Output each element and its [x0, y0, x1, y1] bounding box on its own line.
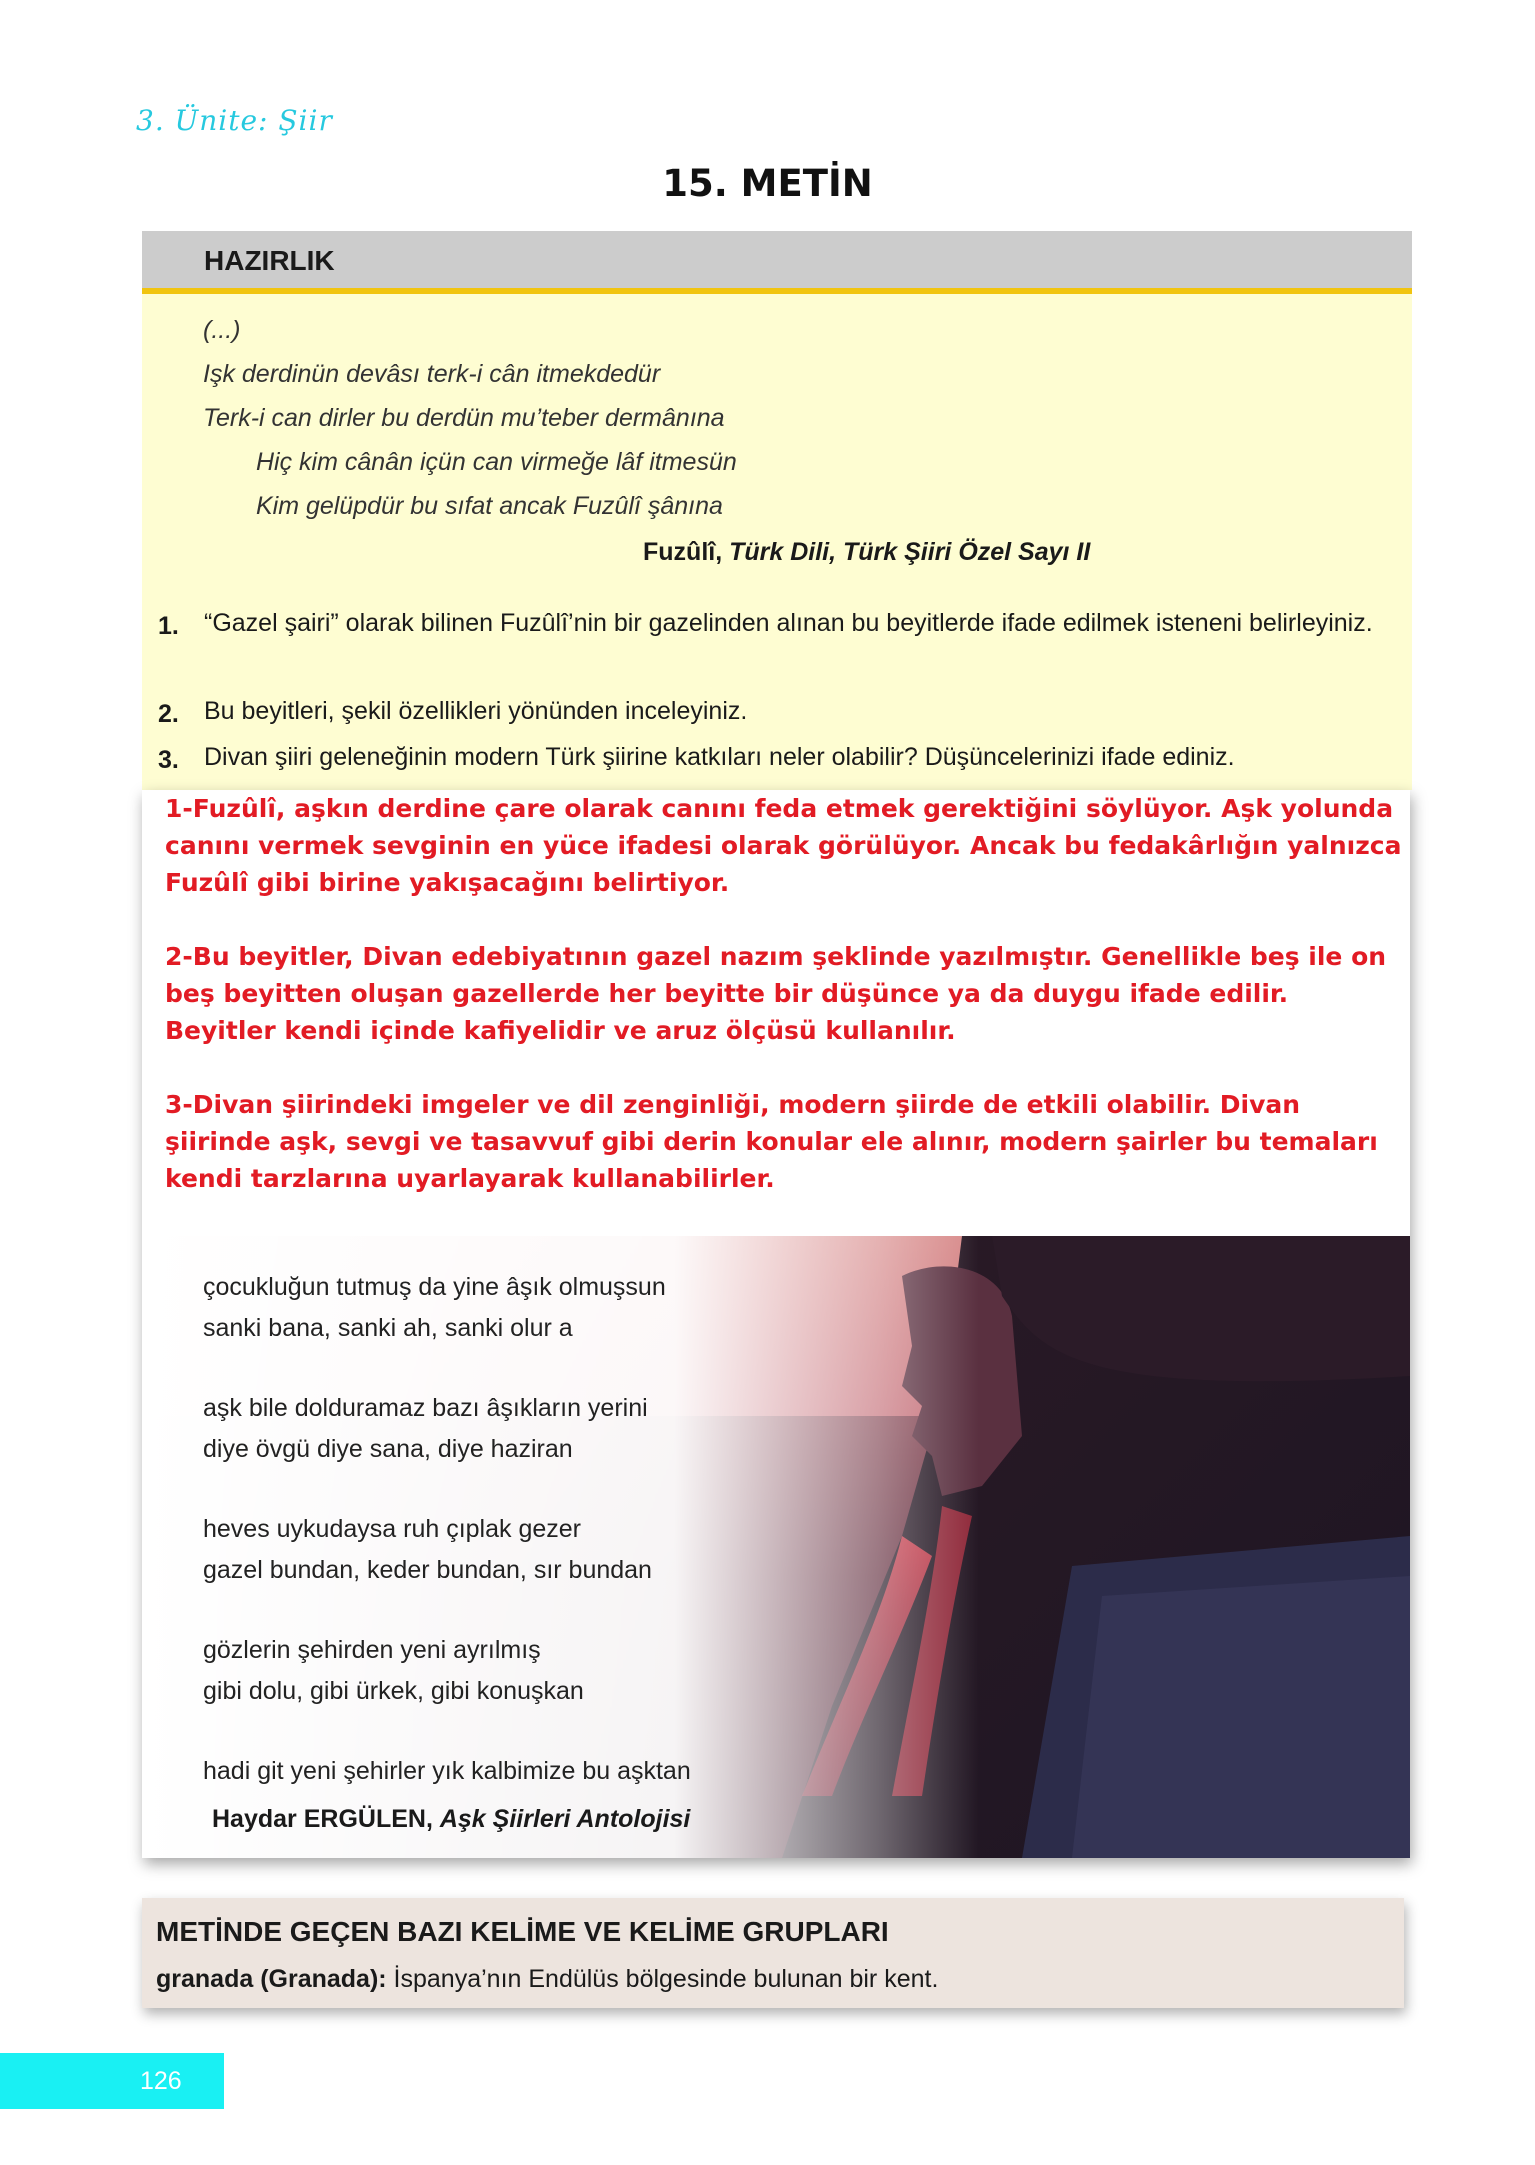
unit-title: 3. Ünite: Şiir	[136, 104, 333, 137]
poem-line: heves uykudaysa ruh çıplak gezer	[203, 1515, 581, 1543]
poem-line: diye övgü diye sana, diye haziran	[203, 1435, 573, 1463]
answer-paragraph: 3-Divan şiirindeki imgeler ve dil zenginliği, modern şiirde de etkili olabilir. Divan şiirinde aşk, sevgi ve tasavvuf gibi derin konular ele alınır, modern şairler bu temaları kendi tarzlarına uyarlayarak kullanabilirler.	[165, 1090, 1378, 1193]
answers-block	[165, 790, 1405, 1234]
poem-work: Aşk Şiirleri Antolojisi	[439, 1805, 691, 1833]
question-text: Divan şiiri geleneğinin modern Türk şiirine katkıları neler olabilir? Düşüncelerinizi ifade ediniz.	[204, 743, 1235, 771]
question-text: “Gazel şairi” olarak bilinen Fuzûlî’nin bir gazelinden alınan bu beyitlerde ifade edilmek isteneni belirleyiniz.	[204, 609, 1373, 637]
verse-line: (...)	[203, 316, 241, 344]
question-number: 3.	[158, 746, 179, 774]
poem-line: hadi git yeni şehirler yık kalbimize bu aşktan	[203, 1757, 691, 1785]
verse-line: Hiç kim cânân içün can virmeğe lâf itmesün	[256, 448, 737, 476]
glossary-title: METİNDE GEÇEN BAZI KELİME VE KELİME GRUPLARI	[156, 1916, 889, 1947]
poem-line: gibi dolu, gibi ürkek, gibi konuşkan	[203, 1677, 584, 1705]
glossary-term: granada (Granada):	[156, 1965, 387, 1993]
poem-author: Haydar ERGÜLEN,	[212, 1805, 440, 1833]
poem-line: aşk bile dolduramaz bazı âşıkların yerini	[203, 1394, 648, 1422]
verse-line: Kim gelüpdür bu sıfat ancak Fuzûlî şânına	[256, 492, 723, 520]
poem-line: sanki bana, sanki ah, sanki olur a	[203, 1314, 573, 1342]
page-number: 126	[140, 2067, 182, 2095]
poem-line: gazel bundan, keder bundan, sır bundan	[203, 1556, 652, 1584]
hazirlik-heading: HAZIRLIK	[204, 245, 335, 276]
poem-source	[212, 1805, 690, 1834]
glossary-entry	[156, 1965, 938, 1994]
question-number: 2.	[158, 700, 179, 728]
answer-paragraph: 1-Fuzûlî, aşkın derdine çare olarak canını feda etmek gerektiğini söylüyor. Aşk yolunda canını vermek sevginin en yüce ifadesi olarak görülüyor. Ancak bu fedakârlığın yalnızca Fuzûlî gibi birine yakışacağını belirtiyor.	[165, 794, 1402, 897]
hazirlik-header	[142, 231, 1412, 294]
source-work: Türk Dili, Türk Şiiri Özel Sayı II	[729, 538, 1091, 566]
verse-source	[643, 538, 1090, 567]
text-title: 15. METİN	[662, 162, 873, 205]
poem-line: çocukluğun tutmuş da yine âşık olmuşsun	[203, 1273, 666, 1301]
glossary-box	[142, 1898, 1404, 2008]
page-number-tab	[0, 2053, 224, 2109]
poem-line: gözlerin şehirden yeni ayrılmış	[203, 1636, 541, 1664]
verse-line: Terk-i can dirler bu derdün mu’teber dermânına	[203, 404, 725, 432]
verse-line: Işk derdinün devâsı terk-i cân itmekdedür	[203, 360, 661, 388]
source-author: Fuzûlî,	[643, 538, 730, 566]
answer-paragraph: 2-Bu beyitler, Divan edebiyatının gazel nazım şeklinde yazılmıştır. Genellikle beş ile on beş beyitten oluşan gazellerde her beyitte bir düşünce ya da duygu ifade edilir. Beyitler kendi içinde kafiyelidir ve aruz ölçüsü kullanılır.	[165, 942, 1387, 1045]
question-text: Bu beyitleri, şekil özellikleri yönünden inceleyiniz.	[204, 697, 748, 725]
question-number: 1.	[158, 612, 179, 640]
glossary-definition: İspanya’nın Endülüs bölgesinde bulunan bir kent.	[386, 1965, 939, 1993]
